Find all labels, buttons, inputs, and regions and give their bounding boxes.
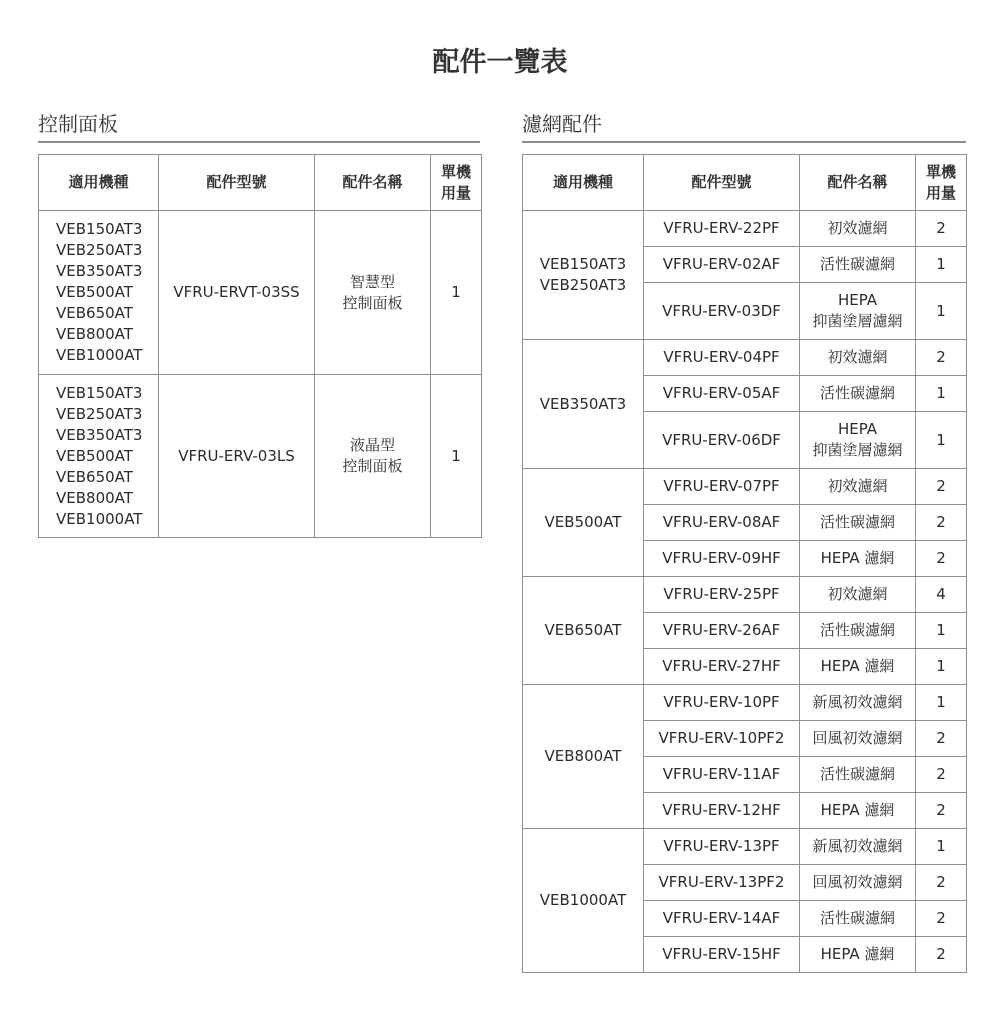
models-cell: VEB350AT3 <box>523 340 644 469</box>
part-name-cell: HEPA 抑菌塗層濾網 <box>800 283 916 340</box>
part-no-cell: VFRU-ERV-04PF <box>644 340 800 376</box>
qty-cell: 1 <box>916 685 967 721</box>
control-panel-heading: 控制面板 <box>38 112 118 136</box>
part-name-cell: HEPA 濾網 <box>800 793 916 829</box>
col-header-part-no: 配件型號 <box>644 155 800 211</box>
qty-cell: 1 <box>916 613 967 649</box>
part-name-cell: 初效濾網 <box>800 211 916 247</box>
qty-cell: 2 <box>916 340 967 376</box>
part-no-cell: VFRU-ERV-26AF <box>644 613 800 649</box>
control-panel-header-row <box>39 155 482 211</box>
models-cell: VEB150AT3 VEB250AT3 VEB350AT3 VEB500AT VEB650AT VEB800AT VEB1000AT <box>39 211 159 375</box>
part-no-cell: VFRU-ERV-12HF <box>644 793 800 829</box>
part-name-cell: 活性碳濾網 <box>800 505 916 541</box>
col-header-part-no: 配件型號 <box>159 155 315 211</box>
qty-cell: 1 <box>916 283 967 340</box>
part-name-cell: 回風初效濾網 <box>800 721 916 757</box>
col-header-qty: 單機 用量 <box>916 155 967 211</box>
qty-cell: 1 <box>916 376 967 412</box>
part-name-cell: 活性碳濾網 <box>800 247 916 283</box>
qty-cell: 1 <box>916 829 967 865</box>
part-no-cell: VFRU-ERV-15HF <box>644 937 800 973</box>
part-name-cell: 活性碳濾網 <box>800 613 916 649</box>
col-header-qty: 單機 用量 <box>431 155 482 211</box>
qty-cell: 2 <box>916 469 967 505</box>
part-no-cell: VFRU-ERV-25PF <box>644 577 800 613</box>
table-row <box>39 375 482 538</box>
table-row <box>523 685 967 721</box>
part-no-cell: VFRU-ERV-13PF <box>644 829 800 865</box>
part-no-cell: VFRU-ERVT-03SS <box>159 211 315 375</box>
qty-cell: 2 <box>916 865 967 901</box>
qty-cell: 2 <box>916 757 967 793</box>
filters-table <box>522 154 967 973</box>
part-no-cell: VFRU-ERV-10PF <box>644 685 800 721</box>
part-no-cell: VFRU-ERV-03DF <box>644 283 800 340</box>
models-cell: VEB800AT <box>523 685 644 829</box>
qty-cell: 2 <box>916 937 967 973</box>
col-header-name: 配件名稱 <box>315 155 431 211</box>
models-cell: VEB150AT3 VEB250AT3 VEB350AT3 VEB500AT VEB650AT VEB800AT VEB1000AT <box>39 375 159 538</box>
filters-heading: 濾網配件 <box>522 112 602 136</box>
part-no-cell: VFRU-ERV-07PF <box>644 469 800 505</box>
qty-cell: 1 <box>916 247 967 283</box>
part-name-cell: HEPA 濾網 <box>800 541 916 577</box>
qty-cell: 2 <box>916 211 967 247</box>
page-title: 配件一覽表 <box>432 47 568 78</box>
part-name-cell: 智慧型 控制面板 <box>315 211 431 375</box>
part-no-cell: VFRU-ERV-11AF <box>644 757 800 793</box>
qty-cell: 1 <box>431 211 482 375</box>
qty-cell: 2 <box>916 901 967 937</box>
part-no-cell: VFRU-ERV-05AF <box>644 376 800 412</box>
part-name-cell: 活性碳濾網 <box>800 757 916 793</box>
table-row <box>523 829 967 865</box>
part-name-cell: 液晶型 控制面板 <box>315 375 431 538</box>
table-row <box>523 340 967 376</box>
part-name-cell: 新風初效濾網 <box>800 685 916 721</box>
part-no-cell: VFRU-ERV-14AF <box>644 901 800 937</box>
table-row <box>39 211 482 375</box>
qty-cell: 1 <box>916 412 967 469</box>
part-no-cell: VFRU-ERV-13PF2 <box>644 865 800 901</box>
part-name-cell: 初效濾網 <box>800 577 916 613</box>
part-name-cell: 初效濾網 <box>800 340 916 376</box>
qty-cell: 2 <box>916 721 967 757</box>
part-no-cell: VFRU-ERV-09HF <box>644 541 800 577</box>
col-header-models: 適用機種 <box>523 155 644 211</box>
part-name-cell: 初效濾網 <box>800 469 916 505</box>
part-name-cell: 回風初效濾網 <box>800 865 916 901</box>
part-no-cell: VFRU-ERV-22PF <box>644 211 800 247</box>
control-panel-rule <box>38 141 480 143</box>
part-name-cell: 新風初效濾網 <box>800 829 916 865</box>
filters-rule <box>522 141 966 143</box>
part-no-cell: VFRU-ERV-10PF2 <box>644 721 800 757</box>
qty-cell: 2 <box>916 505 967 541</box>
models-cell: VEB500AT <box>523 469 644 577</box>
control-panel-table <box>38 154 482 538</box>
filters-header-row <box>523 155 967 211</box>
qty-cell: 1 <box>916 649 967 685</box>
models-cell: VEB650AT <box>523 577 644 685</box>
models-cell: VEB1000AT <box>523 829 644 973</box>
col-header-name: 配件名稱 <box>800 155 916 211</box>
qty-cell: 4 <box>916 577 967 613</box>
models-cell: VEB150AT3 VEB250AT3 <box>523 211 644 340</box>
part-no-cell: VFRU-ERV-27HF <box>644 649 800 685</box>
part-name-cell: HEPA 抑菌塗層濾網 <box>800 412 916 469</box>
part-name-cell: 活性碳濾網 <box>800 376 916 412</box>
part-no-cell: VFRU-ERV-08AF <box>644 505 800 541</box>
part-no-cell: VFRU-ERV-03LS <box>159 375 315 538</box>
table-row <box>523 469 967 505</box>
part-name-cell: 活性碳濾網 <box>800 901 916 937</box>
col-header-models: 適用機種 <box>39 155 159 211</box>
part-no-cell: VFRU-ERV-06DF <box>644 412 800 469</box>
table-row <box>523 211 967 247</box>
qty-cell: 1 <box>431 375 482 538</box>
qty-cell: 2 <box>916 541 967 577</box>
qty-cell: 2 <box>916 793 967 829</box>
part-no-cell: VFRU-ERV-02AF <box>644 247 800 283</box>
table-row <box>523 577 967 613</box>
part-name-cell: HEPA 濾網 <box>800 937 916 973</box>
part-name-cell: HEPA 濾網 <box>800 649 916 685</box>
